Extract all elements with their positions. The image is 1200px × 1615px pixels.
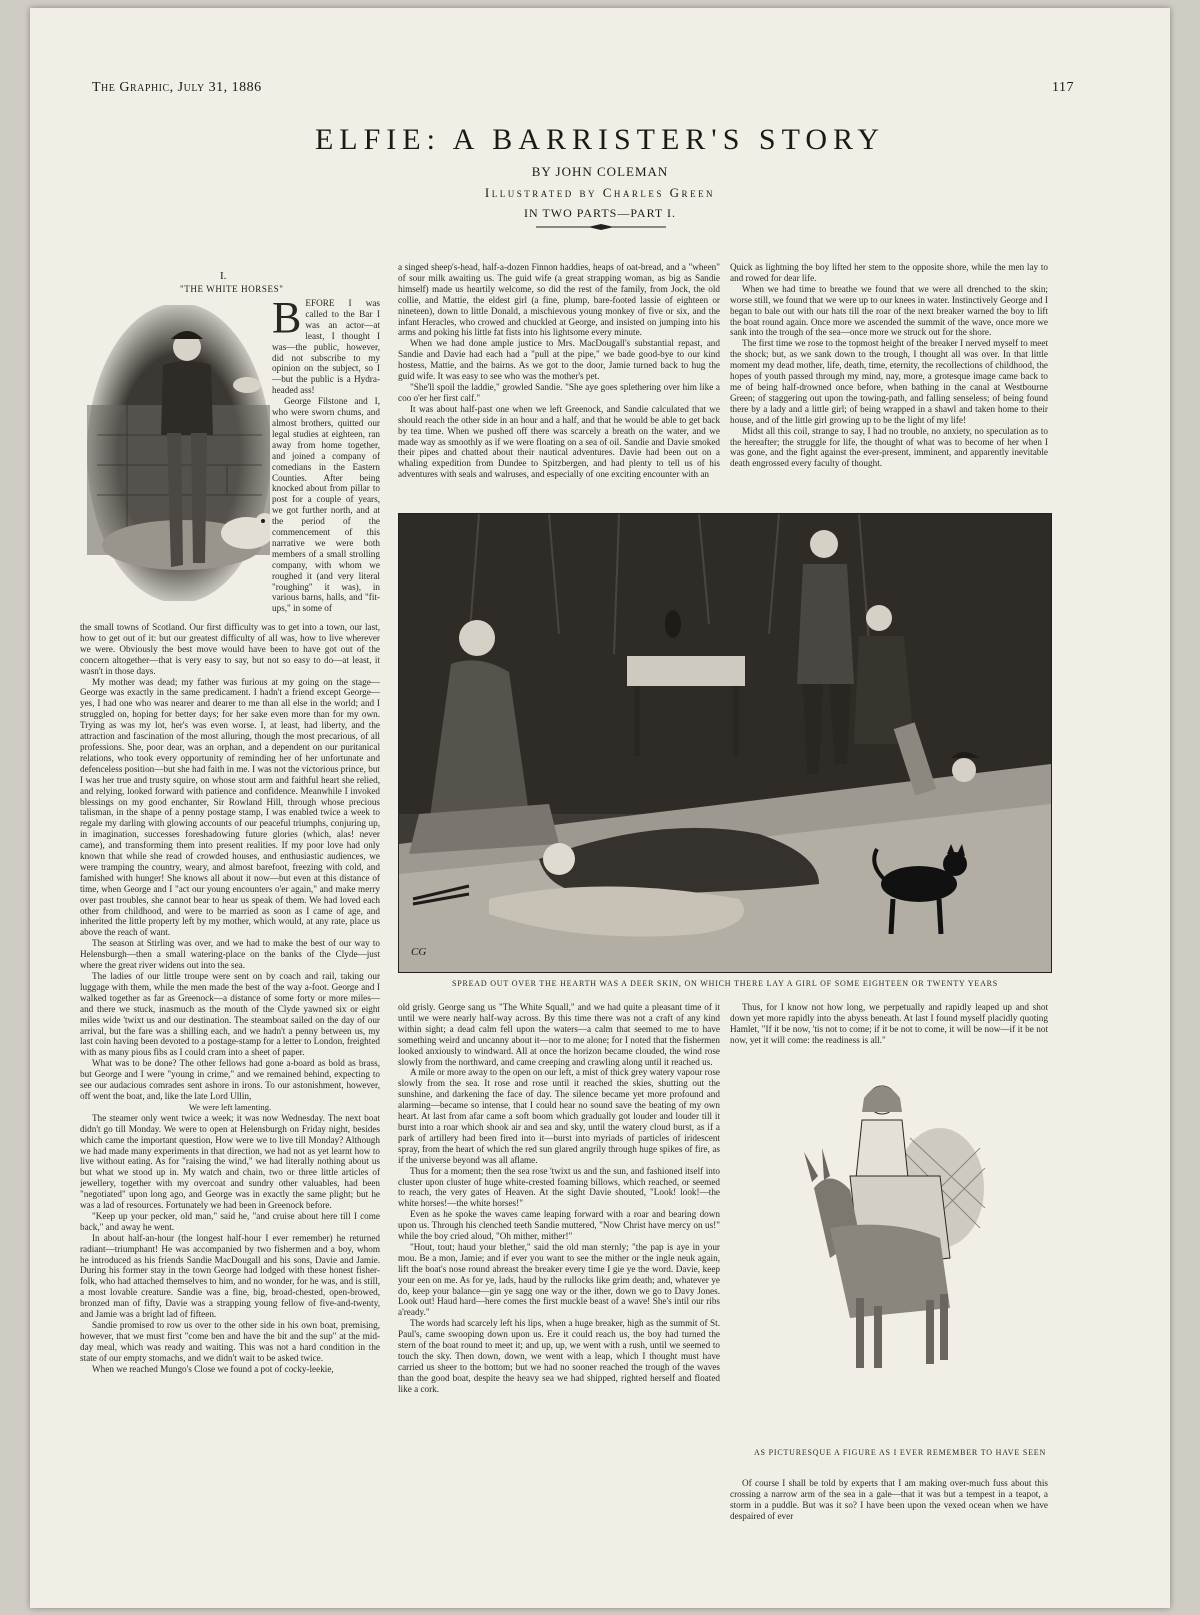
paragraph: When we had done ample justice to Mrs. MacDougall's substantial repast, and Sandie and Davie had each had a "pull at the pipe," we bade good-bye to our kind hostess, Mattie, and the bairns. As we got to the door, Jamie turned back to hug the guid wife. It was easy to see who was the mother's pet.: [398, 338, 720, 382]
small-illustration-caption: AS PICTURESQUE A FIGURE AS I EVER REMEMBER TO HAVE SEEN: [753, 1448, 1047, 1457]
illustration-girl-on-donkey: [790, 1068, 990, 1378]
paragraph: "Hout, tout; haud your blether," said the old man sternly; "the pap is aye in your mou. Be a mon, Jamie; and if ever you want to see the mither or the ingle neuk again, lift the boat's nose round abreast the breaker every time I gie ye the word. Davie, keep your een on me. As for ye, lads, haud by the rullocks like grim death; and, whatever ye do, keep your balance—gin ye sagg one way or the ither, down we go to Davy Jones. Look out! Haud hard—here comes the first muckle beast of a wave! She's intil our ribs a'ready.": [398, 1241, 720, 1318]
paragraph: Midst all this coil, strange to say, I had no trouble, no anxiety, no speculation as to the hereafter; the struggle for life, the thought of what was to become of her when I was gone, and the fight against the ever-present, imminent, and apparently inevitable death engrossed every faculty of thought.: [730, 425, 1048, 469]
illustration-man-with-dog: [87, 305, 270, 601]
illustration-hearth-scene: [398, 513, 1052, 973]
paragraph: Even as he spoke the waves came leaping forward with a roar and bearing down upon us. Through his clenched teeth Sandie muttered, "Now Christ have mercy on us!" while the boy cried aloud, "Oh mither, mither!": [398, 1209, 720, 1242]
paragraph: It was about half-past one when we left Greenock, and Sandie calculated that we should reach the other side in an hour and a half, and that he would be able to get back by tea time. When we pushed off there was scarcely a breath on the water, and we made way as smoothly as if we were floating on a sea of oil. Sandie and Davie smoked their pipes and chatted about their nautical adventures. Davie had been out on a whaling expedition from Dundee to Spitzbergen, and had plenty to tell us of his adventures with seals and walruses, and especially of one exciting encounter with an: [398, 403, 720, 480]
paragraph: the small towns of Scotland. Our first difficulty was to get into a town, our last, how to get out of it: but our greatest difficulty of all was, how to live wherever we were. Obviously the best move would have been to have got out of the concern altogether—that is very easy to say, but not so easy to do—at least, it wasn't in those days.: [80, 622, 380, 676]
section-number: I.: [220, 270, 227, 282]
paragraph: The ladies of our little troupe were sent on by coach and rail, taking our luggage with them, while the men made the best of the way a-foot. George and I walked together as far as Greenock—a distance of some forty or more miles—and there we stuck, inasmuch as the mouth of the Clyde yawned six or eight miles wide 'twixt us and our destination. The steamboat sailed on the day of our arrival, but the fare was a shilling each, and we hadn't a penny between us, my last coin having been devoted to a postage-stamp for a letter to London, freighted with as many pious fibs as I could cram into a sheet of paper.: [80, 971, 380, 1058]
newspaper-page: [30, 8, 1170, 1608]
paragraph: The season at Stirling was over, and we had to make the best of our way to Helensburgh—then a small watering-place on the banks of the Clyde—just where the great river widens out into the sea.: [80, 938, 380, 971]
article-title: ELFIE: A BARRISTER'S STORY: [314, 123, 886, 156]
paragraph: old grisly. George sang us "The White Squall," and we had quite a pleasant time of it until we were nearly half-way across. By this time there was not a craft of any kind within sight; a dead calm fell upon the waters—a calm that seemed to me to have something weird and uncanny about it—nor to me alone; for I noted that the fishermen looked anxiously to windward. All at once the horizon became clouded, the wind rose slowly from the northward, and came creeping and crawling along until it reached us.: [398, 1002, 720, 1067]
author-line: BY JOHN COLEMAN: [531, 164, 669, 179]
paragraph: "She'll spoil the laddie," growled Sandie. "She aye goes splethering over him like a coo o'er her first calf.": [398, 381, 720, 403]
paragraph: When we had time to breathe we found that we were all drenched to the skin; worse still, we found that we were up to our knees in water. Instinctively George and I began to bale out with our hats till the roar of the next breaker warned the boy to lift the boat round again. Once more we ascended the summit of the wave, once more we sank into the trough of the sea—once more we struck out for the shore.: [730, 283, 1048, 338]
verse-line: We were left lamenting.: [188, 1101, 272, 1112]
part-line: IN TWO PARTS—PART I.: [524, 206, 676, 220]
artist-signature: CG: [411, 946, 427, 958]
section-title: "THE WHITE HORSES": [180, 284, 284, 294]
paragraph: Quick as lightning the boy lifted her stem to the opposite shore, while the men lay to and rowed for dear life.: [730, 262, 1048, 283]
illustration-caption: SPREAD OUT OVER THE HEARTH WAS A DEER SKIN, ON WHICH THERE LAY A GIRL OF SOME EIGHTEEN OR TWENTY YEARS: [451, 979, 999, 988]
paragraph: Thus for a moment; then the sea rose 'twixt us and the sun, and fashioned itself into cluster upon cluster of huge white-crested foaming billows, which reached, or seemed to reach, the very gates of Heaven. At the sight Davie shouted, "Look! look!—the white horses!—the white horses!": [398, 1165, 720, 1209]
paragraph: Of course I shall be told by experts that I am making over-much fuss about this crossing a narrow arm of the sea in a gale—that it was but a tempest in a teapot, a storm in a puddle. But was it so? I have been upon the vexed ocean when we have despaired of ever: [730, 1478, 1048, 1521]
paragraph: When we reached Mungo's Close we found a pot of cocky-leekie,: [92, 1363, 334, 1374]
illustrator-line: Illustrated by Charles Green: [484, 185, 716, 200]
page-number: 117: [1052, 80, 1074, 95]
paragraph: The first time we rose to the topmost height of the breaker I nerved myself to meet the shock; but, as we sank down to the trough, I thought all was over. In that little moment my dead mother, life, death, time, eternity, the recollections of childhood, the hopes of youth passed through my mind, nay, more, a grotesque image came back to me of being half-drowned once before, when bathing in the canal at Westbourne Green; of staggering out upon the towing-path, and falling senseless; of being found there by a lady and a little girl; of being wrapped in a shawl and taken home to their house, and of the little girl growing up to be the light of my life!: [730, 338, 1048, 425]
column-3-bottom: [730, 1478, 1048, 1598]
paragraph: a singed sheep's-head, half-a-dozen Finnon haddies, heaps of oat-bread, and a "wheen" of sour milk awaiting us. The guid wife (a great strapping woman, as big as Sandie himself) made us heartily welcome, so did the rest of the family, from Jock, the old collie, and Mattie, the eldest girl (a fine, plump, bare-footed lassie of eighteen or nineteen), down to little Donald, a mischievous young monkey of five or six, and the infant Heracles, who crowed and chuckled at George, and insisted on jumping into his arms and poking his little fat fists into his lightsome every minute.: [398, 262, 720, 338]
paragraph: EFORE I was called to the Bar I was an actor—at least, I thought I was—the public, however, did not subscribe to my opinion on the subject, so I—but the public is a Hydra-headed ass!: [272, 298, 380, 396]
paragraph: The steamer only went twice a week; it was now Wednesday. The next boat didn't go till Monday. We were to open at Helensburgh on Friday night, besides which came the important question, How were we to live till Monday? Although we had made many experiments in that direction, we had not as yet learnt how to live without eating. As for "raising the wind," we had literally nothing about us but what we stood up in. My watch and chain, two or three little articles of jewellery, together with my overcoat and sundry other valuables, had been "negotiated" upon long ago, and George was in exactly the same plight; but he was a lad of resources. Fortunately we had been in Greenock before.: [80, 1112, 380, 1211]
paragraph: "Keep up your pecker, old man," said he, "and cruise about here till I come back," and away he went.: [80, 1210, 380, 1232]
running-header: The Graphic, July 31, 1886: [92, 80, 262, 95]
paragraph: Sandie promised to row us over to the other side in his own boat, premising, however, that we must first "come ben and have the bit and the sup" at the mid-day meal, which was ready and waiting. This was not a hard condition in the state of our empty stomachs, and we didn't wait to be asked twice.: [80, 1320, 380, 1363]
column-3-top: [730, 262, 1048, 510]
column-1-top: [272, 298, 380, 621]
paragraph: My mother was dead; my father was furious at my going on the stage—George was exactly in the same predicament. I hadn't a friend except George—yes, I had one who was nearer and dearer to me than all else in the world; and I struggled on, hoping for better days; for her sake even more than for my own. Trying as was my lot, her's was even worse. I, at least, had liberty, and the attraction and fascination of the most alluring, though the most precarious, of all professions. She, poor dear, was an orphan, and a dependent on our puritanical relations, who took every opportunity of reminding her of her unfortunate and defenceless position—but she had faith in me. I was not the victorious prince, but I was her true and trusty squire, on whose stout arm and faithful heart she relied, and relying, looked forward with patience and confidence. Meanwhile I invoked blessings on my good enchanter, Sir Rowland Hill, through whose precious talisman, in the shape of a penny postage stamp, I was enabled twice a week to regale my darling with glowing accounts of our peaceful triumphs, conjuring up, in imagination, successes foreshadowing future glories (which, alas! never came), and transforming them into present realities. If my poor love had only known that while she read of crowded houses, and enthusiastic audiences, we were tramping the country, weary, and almost barefoot, freezing with cold, and famished with hunger! She knows all about it now—but even at this distance of time, when George and I "act our young encounters o'er again," and make merry over past troubles, she cannot bear to hear us speak of them. We had loved each other from childhood, and were to be married as soon as I came of age, and inherited the little property left by my mother, which would, at any rate, place us above the reach of want.: [80, 676, 380, 938]
ornament-rule: [536, 223, 666, 231]
column-2-top: [398, 262, 720, 510]
drop-cap: B: [272, 298, 302, 342]
paragraph: George Filstone and I, who were sworn chums, and almost brothers, quitted our legal studies at eighteen, ran away from home together, and joined a company of comedians in the Eastern Counties. After being knocked about from pillar to post for a couple of years, we got further north, and at the period of the commencement of this narrative we were both members of a small strolling company, with whom we roughed it (and very literal "roughing" it was), in various barns, halls, and "fit-ups," in some of: [272, 396, 380, 614]
paragraph: What was to be done? The other fellows had gone a-board as bold as brass, but George and I were "young in crime," and we remained behind, expecting to see our audacious comrades sent ashore in irons. To our astonishment, however, off went the boat, and, like the late Lord Ullin,: [80, 1058, 380, 1101]
paragraph: The words had scarcely left his lips, when a huge breaker, high as the summit of St. Paul's, came swooping down upon us. Ere it could reach us, the boy had turned the stern of the boat round to meet it; and up, up, we went with a rush, until we seemed to touch the sky. Then down, down, we went with a leap, which I thought must have carried us sheer to the bottom; but we had no sooner reached the trough of the waves than the good boat, despite the heavy sea we had shipped, righted herself and floated like a cork.: [398, 1318, 720, 1394]
column-3-bottom-top: [730, 1002, 1048, 1062]
column-1: [80, 622, 380, 1608]
column-2-bottom: [398, 1002, 720, 1608]
paragraph: Thus, for I know not how long, we perpetually and rapidly leaped up and shot down yet more rapidly into the abyss beneath. At last I found myself placidly quoting Hamlet, "If it be now, 'tis not to come; if it be not to come, it will be now—if it be not now, yet it will come: the readiness is all.": [730, 1002, 1048, 1045]
paragraph: In about half-an-hour (the longest half-hour I ever remember) he returned radiant—triumphant! He was accompanied by two fishermen and a boy, whom he introduced as his friends Sandie MacDougall and his sons, Davie and Jamie. During his former stay in the town George had lodged with these honest fisher-folk, who had attached themselves to him, and no wonder, for he was, and is still, a most lovable creature. Sandie was a fine, big, broad-chested, open-browed, bronzed man of fifty, Davie was a strapping young fellow of five-and-twenty, and Jamie was a bright lad of fifteen.: [80, 1232, 380, 1320]
paragraph: A mile or more away to the open on our left, a mist of thick grey watery vapour rose slowly from the sea. It rose and rose until it reached the skies, shutting out the sunshine, and darkening the face of day. The silence became yet more profound and alarming—became so intense, that I could hear no sound save the beating of my own heart. At last from afar came a soft boom which gradually got louder and louder till it burst into a roar which shook air and sea and sky, until the watery cloud burst, as if a park of artillery had been fired into it—burst into myriads of particles of iridescent spray, from the heart of which the red sun glared angrily through huge spikes of fire, as if the universe beyond was all aflame.: [398, 1067, 720, 1165]
